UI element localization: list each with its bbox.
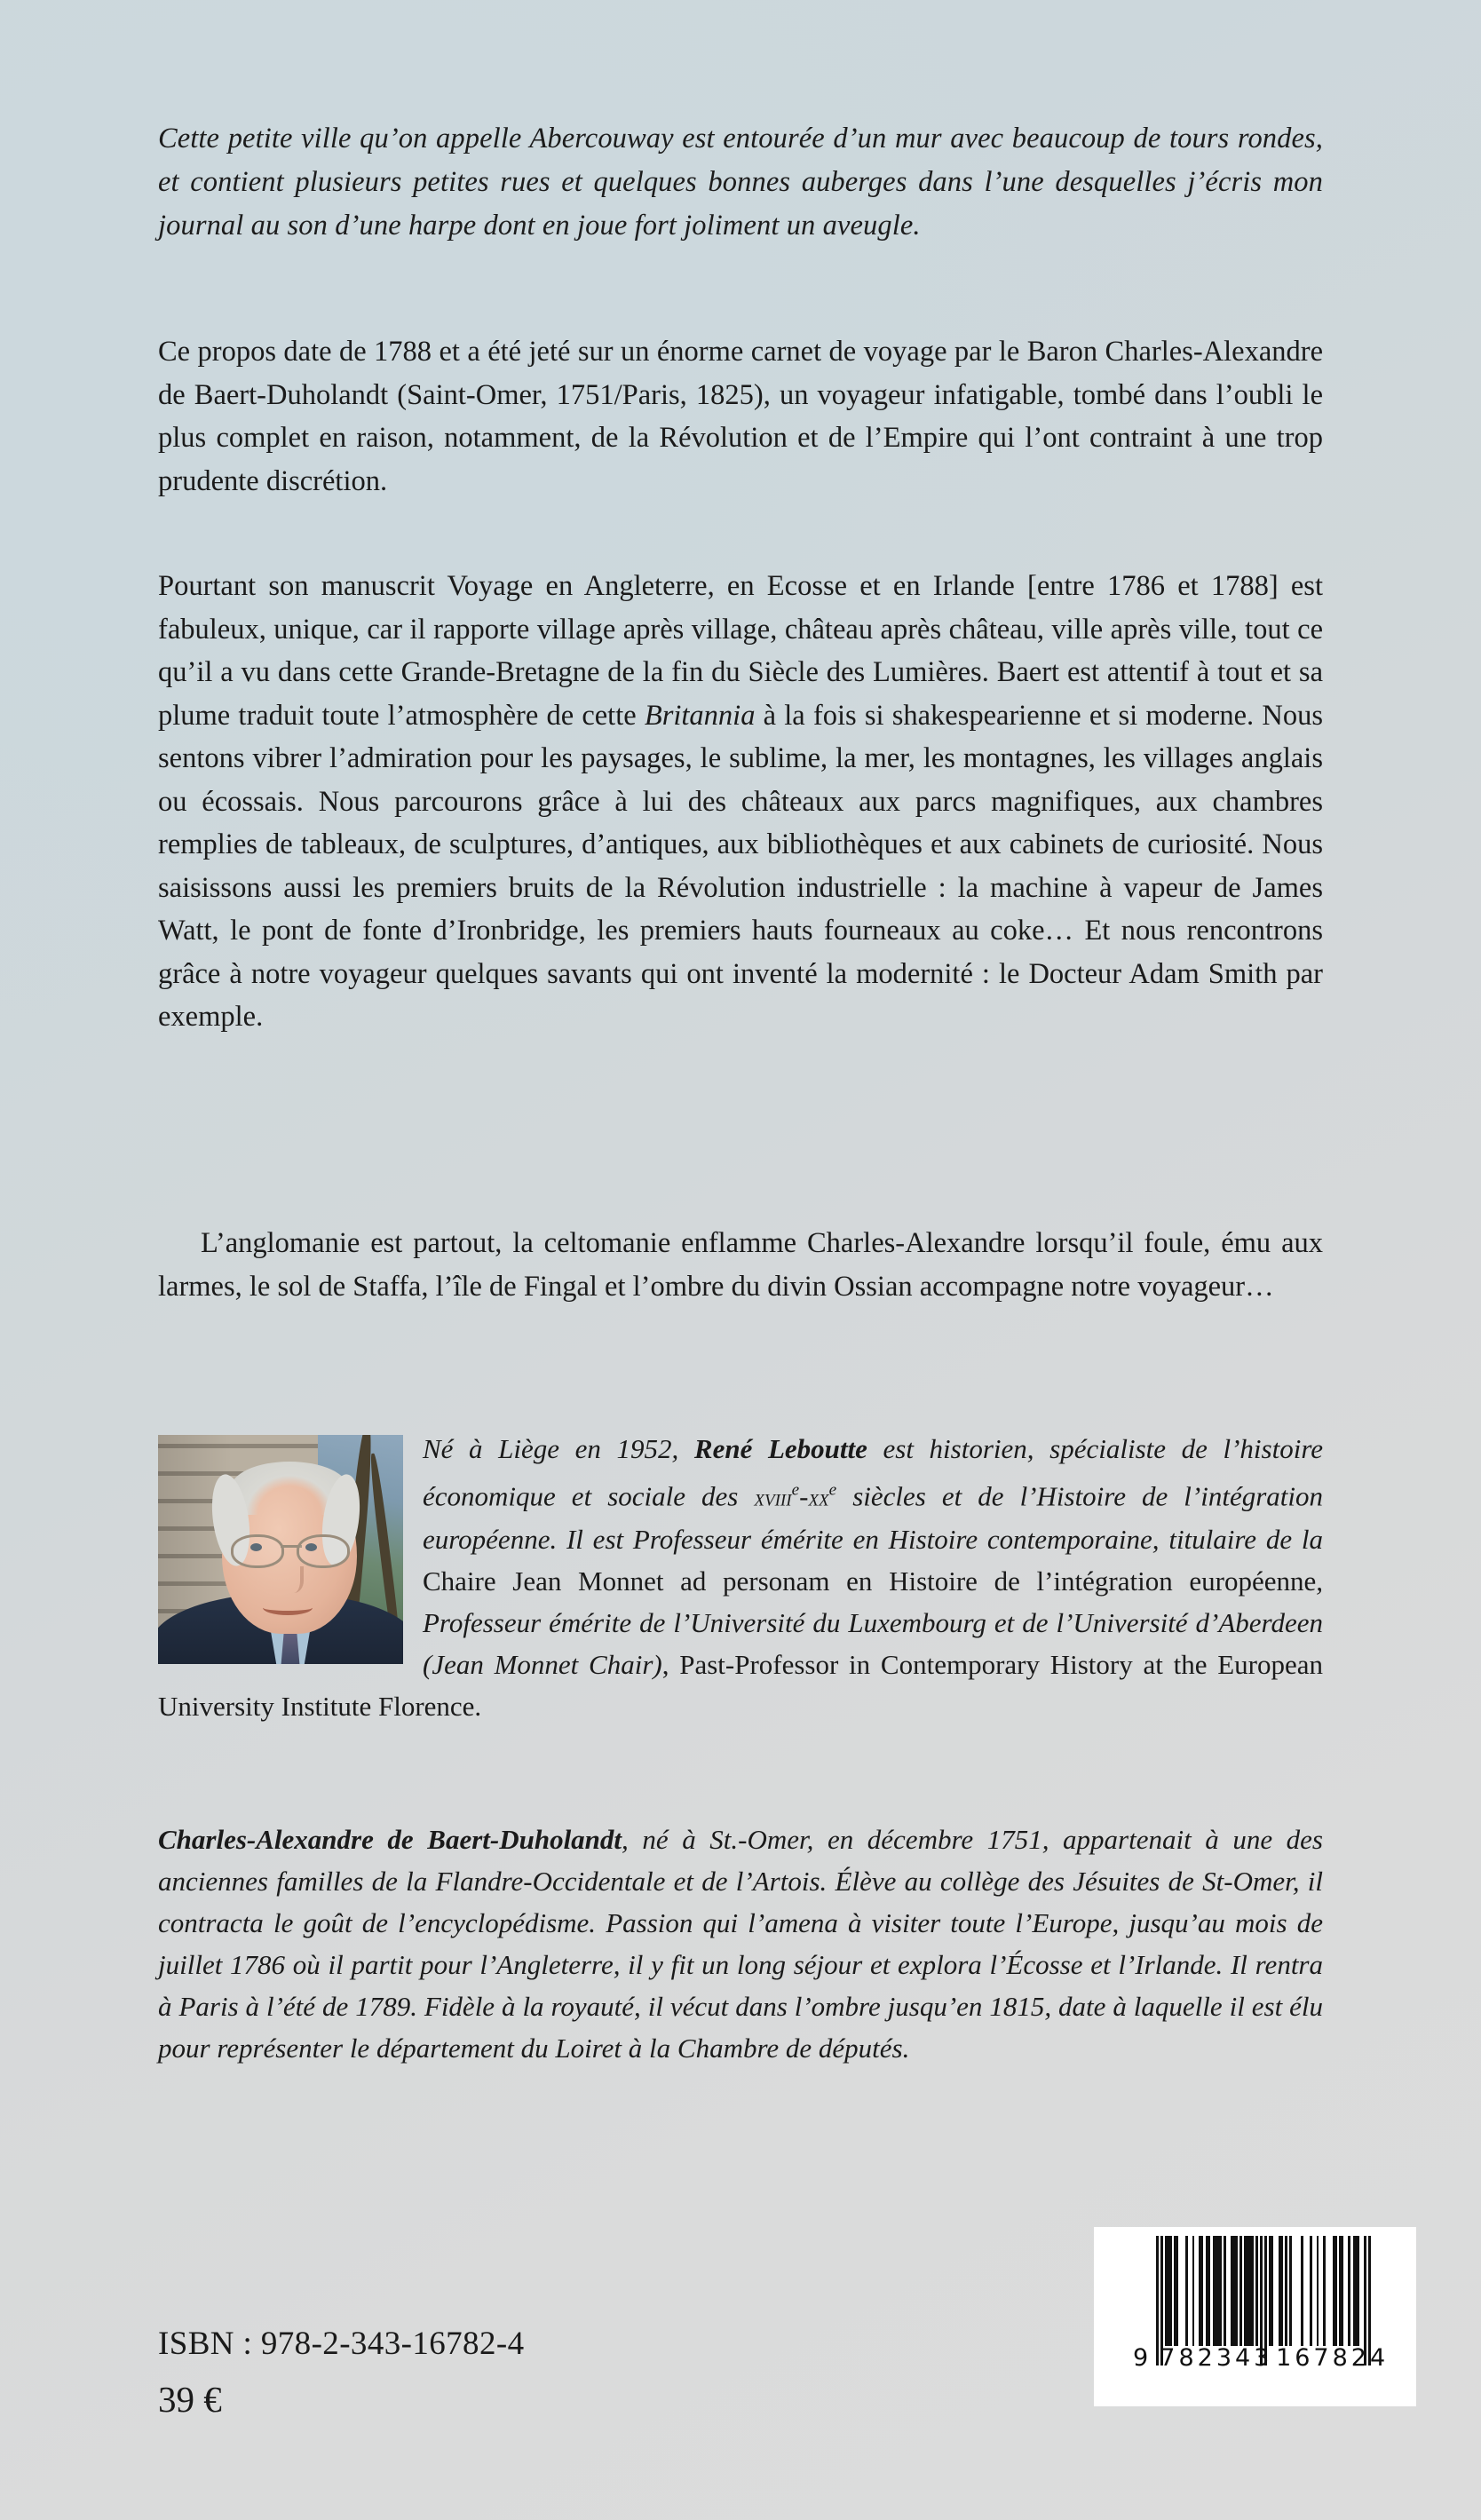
century-separator: -	[799, 1480, 809, 1512]
bio-specialty-text: est historien, spécialiste de l’histoire économique et sociale des	[423, 1433, 1324, 1512]
mouth	[263, 1600, 313, 1615]
manuscript-paragraph-part-a: Pourtant son manuscrit Voyage en Angleterre, en Ecosse et en Irlande [entre 1786 et 1788] est fabuleux, unique, car il rapporte village après village, château après château, ville après ville, tout ce qu’il a vu dans cette Grande-Bretagne de la fin du Siècle des Lumières. Baert est attentif à tout et sa plume traduit toute l’atmosphère de cette	[158, 570, 1323, 732]
barcode-digit-group-2: 167824	[1276, 2344, 1390, 2372]
subject-bio-block	[158, 1819, 1323, 2069]
manuscript-paragraph	[158, 565, 1323, 1039]
barcode-digit-group-0: 9	[1133, 2344, 1150, 2372]
subject-bio-text: , né à St.-Omer, en décembre 1751, appartenait à une des anciennes familles de la Flandre-Occidentale et de l’Artois. Élève au collège des Jésuites de St-Omer, il contracta le goût de l’encyclopédisme. Passion qui l’amena à visiter toute l’Europe, jusqu’au mois de juillet 1786 où il partit pour l’Angleterre, il y fit un long séjour et explora l’Écosse et l’Irlande. Il rentra à Paris à l’été de 1789. Fidèle à la royauté, il vécut dans l’ombre jusqu’en 1815, date à laquelle il est élu pour représenter le département du Loiret à la Chambre de députés.	[158, 1824, 1324, 2064]
bio-florence-text: , Past-Professor in Contemporary History at the European University Institute Florence.	[158, 1649, 1323, 1723]
barcode-digit-group-1: 782343	[1160, 2344, 1273, 2372]
bio-chair-text: Chaire Jean Monnet ad personam en Histoire de l’intégration européenne	[423, 1565, 1317, 1597]
intro-paragraph: Ce propos date de 1788 et a été jeté sur un énorme carnet de voyage par le Baron Charles-Alexandre de Baert-Duholandt (Saint-Omer, 1751/Paris, 1825), un voyageur infatigable, tombé dans l’oubli le plus complet en raison, notamment, de la Révolution et de l’Empire qui l’ont contraint à une trop prudente discrétion.	[158, 336, 1323, 497]
bio-intro-text: Né à Liège en 1952,	[423, 1433, 694, 1464]
lens-left	[231, 1534, 284, 1568]
manuscript-paragraph-part-b: à la fois si shakespearienne et si moderne. Nous sentons vibrer l’admiration pour les paysages, le sublime, la mer, les montagnes, les villages anglais ou écossais. Nous parcourons grâce à lui des châteaux aux parcs magnifiques, aux chambres remplies de tableaux, de sculptures, d’antiques, aux bibliothèques et aux cabinets de curiosité. Nous saisissons aussi les premiers bruits de la Révolution industrielle : la machine à vapeur de James Watt, le pont de fonte d’Ironbridge, les premiers hauts fourneaux au coke… Et nous rencontrons grâce à notre voyageur quelques savants qui ont inventé la modernité : le Docteur Adam Smith par exemple.	[158, 699, 1323, 1033]
subject-name: Charles-Alexandre de Baert-Duholandt	[158, 1824, 622, 1855]
nose	[282, 1566, 304, 1593]
eyeglasses-icon	[229, 1534, 352, 1565]
author-name: René Leboutte	[693, 1433, 867, 1464]
anglomanie-paragraph: L’anglomanie est partout, la celtomanie enflamme Charles-Alexandre lorsqu’il foule, ému aux larmes, le sol de Staffa, l’île de Fingal et l’ombre du divin Ossian accompagne notre voyageur…	[158, 1227, 1323, 1303]
author-bio-block	[158, 1428, 1323, 1727]
barcode-digits	[1133, 2344, 1390, 2372]
century-20-sup: e	[828, 1481, 837, 1500]
century-18: xviii	[754, 1484, 792, 1511]
bio-universities-text: , Professeur émérite de l’Université du Luxembourg et de l’Université d’Aberdeen (Jean Monnet Chair)	[423, 1565, 1323, 1681]
epigraph-quote: Cette petite ville qu’on appelle Abercouway est entourée d’un mur avec beaucoup de tours rondes, et contient plusieurs petites rues et quelques bonnes auberges dans l’une desquelles j’écris mon journal au son d’une harpe dont en joue fort joliment un aveugle.	[158, 123, 1323, 242]
britannia-italic: Britannia	[644, 699, 756, 732]
price-text: 39 €	[158, 2379, 222, 2420]
lens-right	[297, 1534, 350, 1568]
century-20: xx	[808, 1484, 829, 1511]
barcode-panel	[1094, 2227, 1416, 2406]
bio-history-text: siècles et de l’Histoire de l’intégration européenne. Il est Professeur émérite en Histoire contemporaine, titulaire de la	[423, 1480, 1323, 1556]
author-photo	[158, 1435, 403, 1664]
isbn-text: ISBN : 978-2-343-16782-4	[158, 2326, 525, 2362]
century-18-sup: e	[791, 1481, 800, 1500]
